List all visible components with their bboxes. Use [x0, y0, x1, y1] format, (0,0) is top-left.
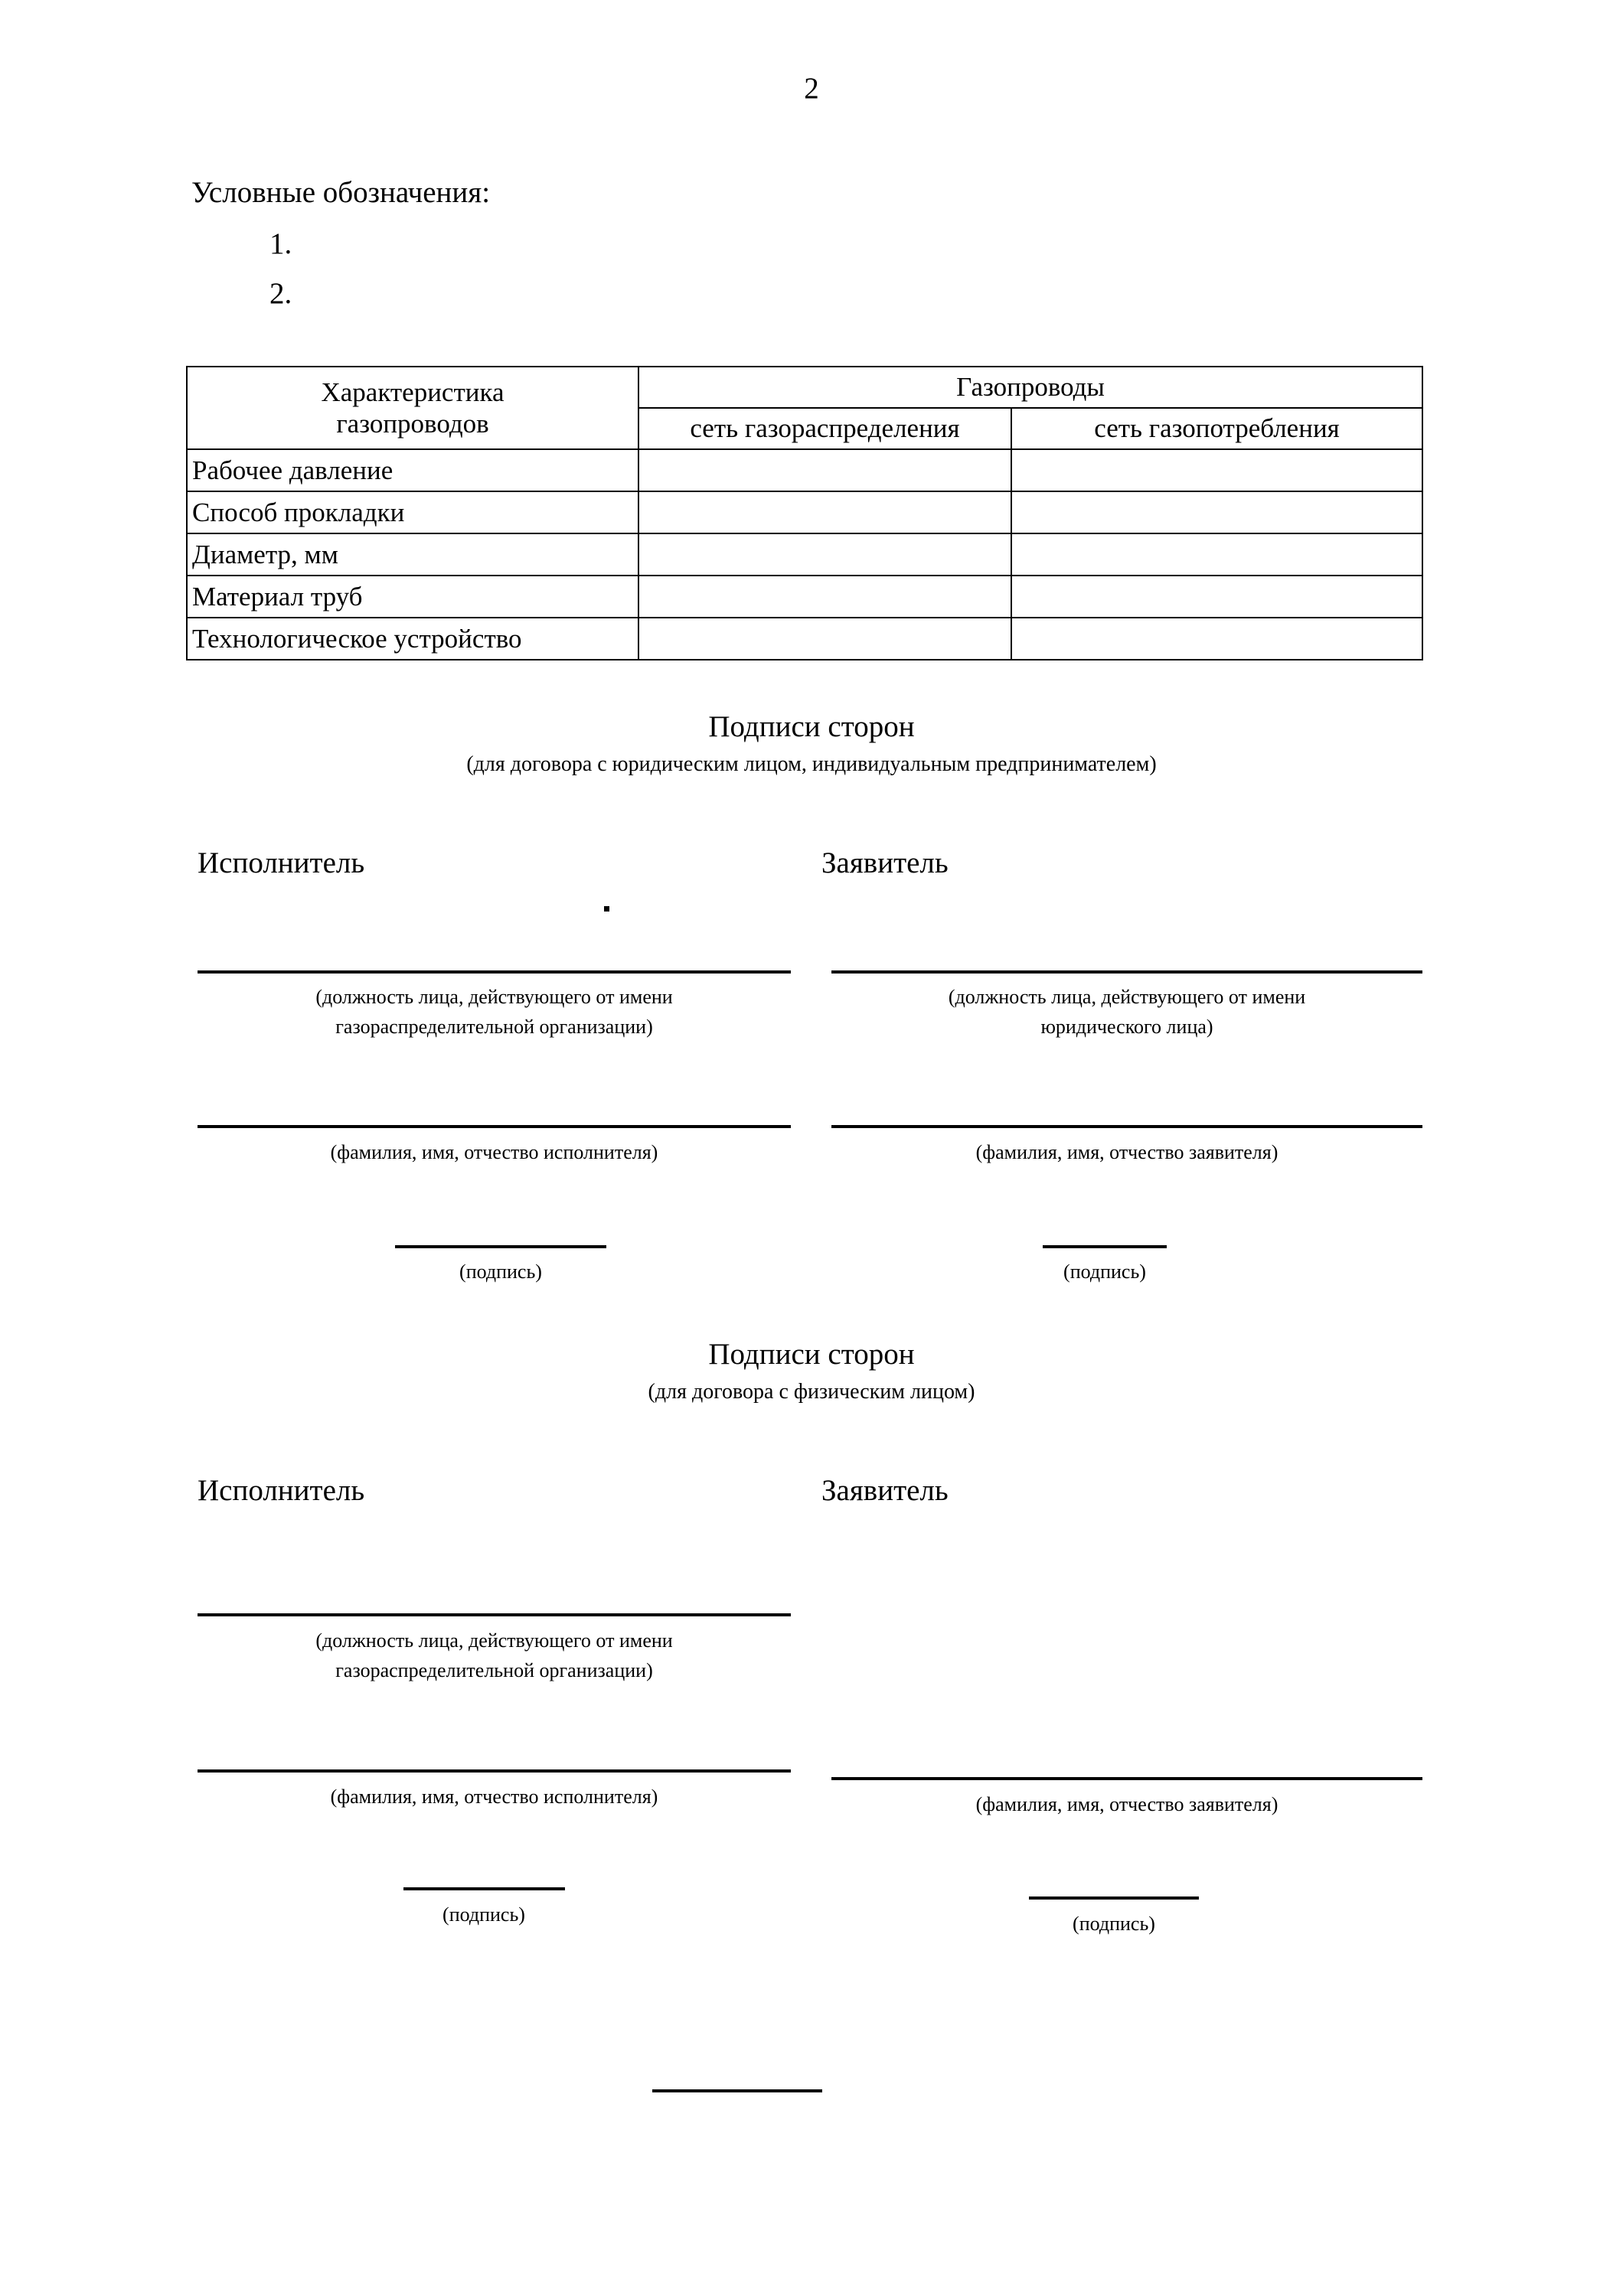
table-row-label: Диаметр, мм	[187, 533, 638, 576]
stray-mark-artifact	[604, 906, 609, 912]
signatures-individual-executor-position-caption	[198, 1626, 791, 1685]
signatures-legal-executor-name-rule[interactable]	[198, 1125, 791, 1128]
signatures-individual-executor-position-rule[interactable]	[198, 1613, 791, 1616]
signatures-legal-executor-position-caption	[198, 982, 791, 1042]
table-cell-consumption[interactable]	[1011, 449, 1422, 491]
signatures-legal-applicant-sign-caption: (подпись)	[1063, 1261, 1146, 1283]
signatures-individual-executor-label: Исполнитель	[198, 1474, 365, 1507]
gas-pipeline-characteristics-table	[186, 366, 1423, 660]
table-row	[187, 533, 1422, 576]
signatures-individual-executor-name-caption: (фамилия, имя, отчество исполнителя)	[330, 1786, 658, 1808]
legend-item-2: 2.	[269, 277, 292, 310]
table-row	[187, 618, 1422, 660]
signatures-individual-applicant-label: Заявитель	[821, 1474, 949, 1507]
signatures-individual-executor-sign-rule[interactable]	[403, 1887, 565, 1890]
signatures-individual-applicant-sign-caption: (подпись)	[1073, 1913, 1155, 1935]
signatures-legal-applicant-position-rule[interactable]	[831, 970, 1422, 974]
signatures-legal-applicant-sign-rule[interactable]	[1043, 1245, 1167, 1248]
signatures-individual-applicant-sign-rule[interactable]	[1029, 1896, 1199, 1900]
table-header-row-1	[187, 367, 1422, 408]
bottom-blank-rule[interactable]	[652, 2089, 822, 2092]
table-header-characteristic-line2: газопроводов	[336, 409, 489, 439]
signatures-individual-title: Подписи сторон	[708, 1338, 915, 1371]
table-row	[187, 576, 1422, 618]
table-header-characteristic-line1: Характеристика	[321, 377, 505, 407]
table-row	[187, 491, 1422, 533]
table-header-characteristic	[187, 367, 638, 449]
table-row-label: Способ прокладки	[187, 491, 638, 533]
table-cell-consumption[interactable]	[1011, 491, 1422, 533]
table-cell-distribution[interactable]	[638, 576, 1011, 618]
signatures-legal-title: Подписи сторон	[708, 710, 915, 743]
table-header-distribution: сеть газораспределения	[638, 408, 1011, 449]
signatures-legal-executor-sign-rule[interactable]	[395, 1245, 606, 1248]
signatures-legal-applicant-name-rule[interactable]	[831, 1125, 1422, 1128]
caption-line-2: газораспределительной организации)	[335, 1659, 653, 1681]
signatures-legal-subtitle: (для договора с юридическим лицом, индивидуальным предпринимателем)	[466, 752, 1157, 776]
table-cell-distribution[interactable]	[638, 449, 1011, 491]
caption-line-2: газораспределительной организации)	[335, 1016, 653, 1038]
signatures-legal-executor-name-caption: (фамилия, имя, отчество исполнителя)	[330, 1141, 658, 1163]
signatures-legal-applicant-name-caption: (фамилия, имя, отчество заявителя)	[975, 1141, 1278, 1163]
signatures-legal-executor-label: Исполнитель	[198, 846, 365, 879]
caption-line-1: (должность лица, действующего от имени	[315, 1629, 673, 1652]
table-cell-consumption[interactable]	[1011, 576, 1422, 618]
table-row-label: Рабочее давление	[187, 449, 638, 491]
caption-line-2: юридического лица)	[1040, 1016, 1213, 1038]
legend-item-1: 1.	[269, 227, 292, 260]
table-row-label: Технологическое устройство	[187, 618, 638, 660]
page-number: 2	[804, 72, 819, 105]
table-cell-distribution[interactable]	[638, 618, 1011, 660]
table-cell-distribution[interactable]	[638, 533, 1011, 576]
signatures-legal-executor-sign-caption: (подпись)	[459, 1261, 542, 1283]
signatures-legal-applicant-position-caption	[831, 982, 1422, 1042]
table-row	[187, 449, 1422, 491]
table-cell-distribution[interactable]	[638, 491, 1011, 533]
table-row-label: Материал труб	[187, 576, 638, 618]
table-header-consumption: сеть газопотребления	[1011, 408, 1422, 449]
signatures-legal-applicant-label: Заявитель	[821, 846, 949, 879]
signatures-individual-applicant-name-rule[interactable]	[831, 1777, 1422, 1780]
signatures-individual-applicant-name-caption: (фамилия, имя, отчество заявителя)	[975, 1793, 1278, 1815]
signatures-individual-executor-name-rule[interactable]	[198, 1769, 791, 1773]
table-cell-consumption[interactable]	[1011, 618, 1422, 660]
signatures-individual-subtitle: (для договора с физическим лицом)	[648, 1380, 975, 1404]
table-cell-consumption[interactable]	[1011, 533, 1422, 576]
caption-line-1: (должность лица, действующего от имени	[315, 986, 673, 1008]
signatures-legal-executor-position-rule[interactable]	[198, 970, 791, 974]
legend-title: Условные обозначения:	[191, 176, 491, 209]
caption-line-1: (должность лица, действующего от имени	[948, 986, 1306, 1008]
signatures-individual-executor-sign-caption: (подпись)	[442, 1903, 525, 1926]
table-header-group: Газопроводы	[638, 367, 1422, 408]
